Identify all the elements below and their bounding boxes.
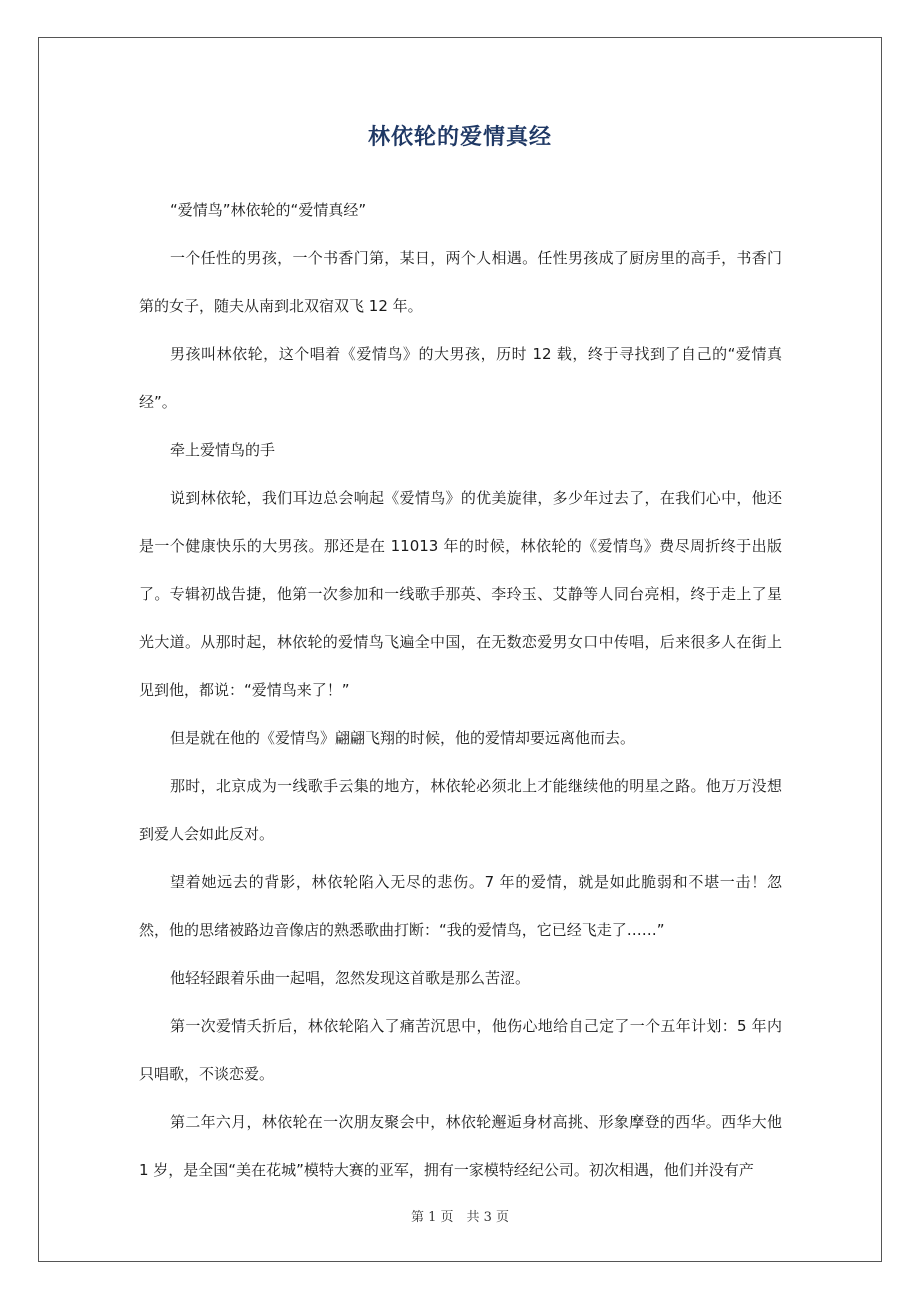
- paragraph: 那时，北京成为一线歌手云集的地方，林依轮必须北上才能继续他的明星之路。他万万没想到爱人会如此反对。: [139, 777, 782, 843]
- paragraph: 第二年六月，林依轮在一次朋友聚会中，林依轮邂逅身材高挑、形象摩登的西华。西华大他 1 岁，是全国“美在花城”模特大赛的亚军，拥有一家模特经纪公司。初次相遇，他们并没有产: [139, 1113, 782, 1179]
- paragraph: 一个任性的男孩，一个书香门第，某日，两个人相遇。任性男孩成了厨房里的高手，书香门第的女子，随夫从南到北双宿双飞 12 年。: [139, 249, 782, 315]
- page-number-footer: 第 1 页 共 3 页: [410, 1210, 510, 1225]
- paragraph-subtitle: “爱情鸟”林依轮的“爱情真经”: [170, 201, 367, 219]
- document-body: [139, 186, 782, 1194]
- paragraph: 男孩叫林依轮，这个唱着《爱情鸟》的大男孩，历时 12 载，终于寻找到了自己的“爱情真经”。: [139, 345, 782, 411]
- paragraph: 第一次爱情夭折后，林依轮陷入了痛苦沉思中，他伤心地给自己定了一个五年计划：5 年内只唱歌，不谈恋爱。: [139, 1017, 782, 1083]
- section-heading: 牵上爱情鸟的手: [170, 441, 276, 459]
- paragraph: 望着她远去的背影，林依轮陷入无尽的悲伤。7 年的爱情，就是如此脆弱和不堪一击！忽然，他的思绪被路边音像店的熟悉歌曲打断：“我的爱情鸟，它已经飞走了……”: [139, 873, 782, 939]
- document-title: 林依轮的爱情真经: [367, 125, 552, 150]
- paragraph: 他轻轻跟着乐曲一起唱，忽然发现这首歌是那么苦涩。: [170, 969, 531, 987]
- paragraph: 但是就在他的《爱情鸟》翩翩飞翔的时候，他的爱情却要远离他而去。: [170, 729, 636, 747]
- paragraph: 说到林依轮，我们耳边总会响起《爱情鸟》的优美旋律，多少年过去了，在我们心中，他还是一个健康快乐的大男孩。那还是在 11013 年的时候，林依轮的《爱情鸟》费尽周折终于出版了。专辑初战告捷，他第一次参加和一线歌手那英、李玲玉、艾静等人同台亮相，终于走上了星光大道。从那时起，林依轮的爱情鸟飞遍全中国，在无数恋爱男女口中传唱，后来很多人在街上见到他，都说：“爱情鸟来了！”: [139, 489, 782, 699]
